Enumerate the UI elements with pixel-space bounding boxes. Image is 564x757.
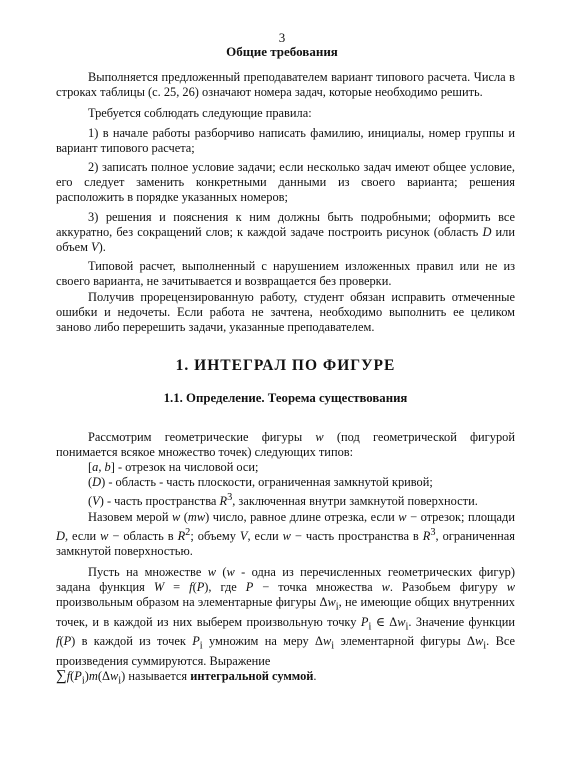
let-wi-sub: i xyxy=(335,601,339,613)
intro-text-a: Рассмотрим геометрические фигуры xyxy=(88,429,316,444)
paragraph-figures-intro xyxy=(56,430,515,460)
let-eq: = xyxy=(164,579,190,594)
let-f: f xyxy=(189,579,193,594)
rule-3-D: D xyxy=(482,224,492,239)
sum-close: ) xyxy=(84,669,89,684)
measure-sup2: 2 xyxy=(185,527,191,538)
let-W: W xyxy=(153,579,165,594)
sum-P: P xyxy=(74,669,82,684)
section-title: 1.1. Определение. Теорема существования xyxy=(163,391,408,406)
paragraph-measure xyxy=(56,510,515,560)
measure-text-j: , ограниченная замкнутой поверхностью. xyxy=(56,529,516,559)
paragraph-rules-intro: Требуется соблюдать следующие правила: xyxy=(88,106,312,121)
sum-m: m xyxy=(88,669,98,684)
rule-3-text-c: ). xyxy=(98,240,106,255)
rule-2: 2) записать полное условие задачи; если несколько задач имеют общее условие, его следует заменить конкретными данными из своего варианта; решения расположить в порядке указанных номеров; xyxy=(56,160,515,205)
paragraph-violation: Типовой расчет, выполненный с нарушением изложенных правил или не из своего варианта, не зачитывается и возвращается без проверки. xyxy=(56,259,515,289)
type2-D: D xyxy=(92,475,102,490)
measure-mw: mw xyxy=(187,509,206,524)
measure-w3: w xyxy=(100,529,109,544)
rule-3-V: V xyxy=(91,240,99,255)
type2-open: ( xyxy=(88,475,93,490)
let-text-h: . Разобьем фигуру xyxy=(389,579,507,594)
let-Pi-sub: i xyxy=(368,621,372,633)
page-heading: Общие требования xyxy=(226,44,338,59)
chapter-title: 1. ИНТЕГРАЛ ПО ФИГУРЕ xyxy=(175,357,396,375)
let-text-m: в каждой из точек xyxy=(75,634,193,649)
intro-text-b: (под геометрической фигурой понимается всякое множество точек) следующих типов: xyxy=(56,429,515,459)
measure-text-a: Назовем мерой xyxy=(88,509,172,524)
let-open2: ( xyxy=(59,634,64,649)
type3-text-b: , заключенная внутри замкнутой поверхности. xyxy=(232,494,478,509)
rule-3-text-b: или объем xyxy=(56,224,515,255)
term-integral-sum: интегральной суммой xyxy=(190,669,314,684)
let-P2: P xyxy=(245,579,254,594)
let-text-i: произвольным образом на элементарные фигуры Δ xyxy=(56,594,328,609)
figure-type-space xyxy=(56,490,515,509)
rule-3 xyxy=(56,210,515,256)
sum-sigma: ∑ xyxy=(56,668,67,685)
let-text-p: . Все произведения суммируются. Выражение xyxy=(56,634,516,668)
page-number: 3 xyxy=(278,30,286,45)
measure-text-f: − область в xyxy=(108,529,178,544)
let-wi4-sub: i xyxy=(483,640,487,652)
measure-sup3: 3 xyxy=(430,527,436,538)
measure-R2: R xyxy=(177,529,186,544)
measure-text-c: ) число, равное длине отрезка, если xyxy=(205,509,399,524)
measure-w4: w xyxy=(282,529,291,544)
let-f2: f xyxy=(56,634,60,649)
type2-text: ) - область - часть плоскости, ограниченная замкнутой кривой; xyxy=(101,475,433,490)
measure-w: w xyxy=(171,509,181,524)
let-text-a: Пусть на множестве xyxy=(88,564,208,579)
measure-text-g: ; объему xyxy=(190,529,240,544)
let-text-c: - одна из перечисленных геометрических фигур) задана функция xyxy=(56,564,515,594)
let-P3: P xyxy=(63,634,72,649)
let-wi4: w xyxy=(475,634,484,649)
let-Pi: P xyxy=(360,614,369,629)
measure-text-b: ( xyxy=(180,509,188,524)
type3-V: V xyxy=(92,494,100,509)
let-text-f: ), где xyxy=(204,579,246,594)
paragraph-variant: Выполняется предложенный преподавателем вариант типового расчета. Числа в строках таблицы (с. 25, 26) означают номера задач, которые необходимо решить. xyxy=(56,70,515,100)
sum-delta: (Δ xyxy=(97,669,110,684)
measure-V: V xyxy=(239,529,248,544)
var-w: w xyxy=(315,429,324,444)
measure-text-d: − отрезок; площади xyxy=(406,509,515,524)
let-text-n: умножим на меру Δ xyxy=(202,634,324,649)
type1-open: [ xyxy=(88,460,93,475)
type1-text: ] - отрезок на числовой оси; xyxy=(110,460,259,475)
measure-D: D xyxy=(56,529,65,544)
type3-sup: 3 xyxy=(227,492,233,504)
figure-type-segment xyxy=(56,460,515,475)
type3-open: ( xyxy=(88,494,93,509)
let-w2: w xyxy=(226,564,235,579)
rule-3-text-a: 3) решения и пояснения к ним должны быть подробными; оформить все аккуратно, без сокращений слов; к каждой задаче построить рисунок (область xyxy=(56,209,515,239)
sum-open: ( xyxy=(70,669,75,684)
measure-text-h: , если xyxy=(247,529,283,544)
let-wi: w xyxy=(327,594,336,609)
sum-expression xyxy=(56,668,126,687)
let-text-g: − точка множества xyxy=(253,579,382,594)
let-text-k: ∈ Δ xyxy=(371,614,398,629)
sum-w-sub: i xyxy=(118,675,122,687)
figure-type-region xyxy=(56,475,515,490)
paragraph-integral-sum xyxy=(56,565,515,689)
page-body xyxy=(56,70,515,689)
let-wi3-sub: i xyxy=(331,640,335,652)
sum-f: f xyxy=(66,669,71,684)
rule-1: 1) в начале работы разборчиво написать фамилию, инициалы, номер группы и вариант типового расчета; xyxy=(56,125,515,155)
measure-text-e: , если xyxy=(64,529,101,544)
let-wi2-sub: i xyxy=(405,621,409,633)
let-text-j: , не имеющие общих внутренних точек, и в каждой из них выберем произвольную точку xyxy=(56,594,515,629)
let-w1: w xyxy=(207,564,216,579)
let-w3: w xyxy=(381,579,390,594)
let-text-r: . xyxy=(313,669,317,684)
let-text-l: . Значение функции xyxy=(408,614,515,629)
let-Pi2: P xyxy=(192,634,200,649)
let-open: ( xyxy=(192,579,197,594)
let-wi2: w xyxy=(397,614,406,629)
measure-w2: w xyxy=(398,509,407,524)
let-text-b: ( xyxy=(215,564,227,579)
sum-P-sub: i xyxy=(81,675,85,687)
let-Pi2-sub: i xyxy=(199,640,203,652)
let-P: P xyxy=(196,579,205,594)
let-text-q: называется xyxy=(125,669,191,684)
type1-ab: a, b xyxy=(92,460,111,475)
measure-text-i: − часть пространства в xyxy=(290,529,423,544)
measure-R3: R xyxy=(422,529,431,544)
type3-text-a: ) - часть пространства xyxy=(99,494,220,509)
let-w4: w xyxy=(506,579,516,594)
let-text-o: элементарной фигуры Δ xyxy=(334,634,476,649)
sum-close2: ) xyxy=(121,669,126,684)
paragraph-review: Получив прорецензированную работу, студент обязан исправить отмеченные ошибки и недочеты. Если работа не зачтена, необходимо выполнить ее целиком заново либо перерешить задачи, указанные преподавателем. xyxy=(56,289,515,335)
type3-R: R xyxy=(219,494,228,509)
sum-w: w xyxy=(109,669,119,684)
let-wi3: w xyxy=(323,634,332,649)
let-close2: ) xyxy=(71,634,76,649)
